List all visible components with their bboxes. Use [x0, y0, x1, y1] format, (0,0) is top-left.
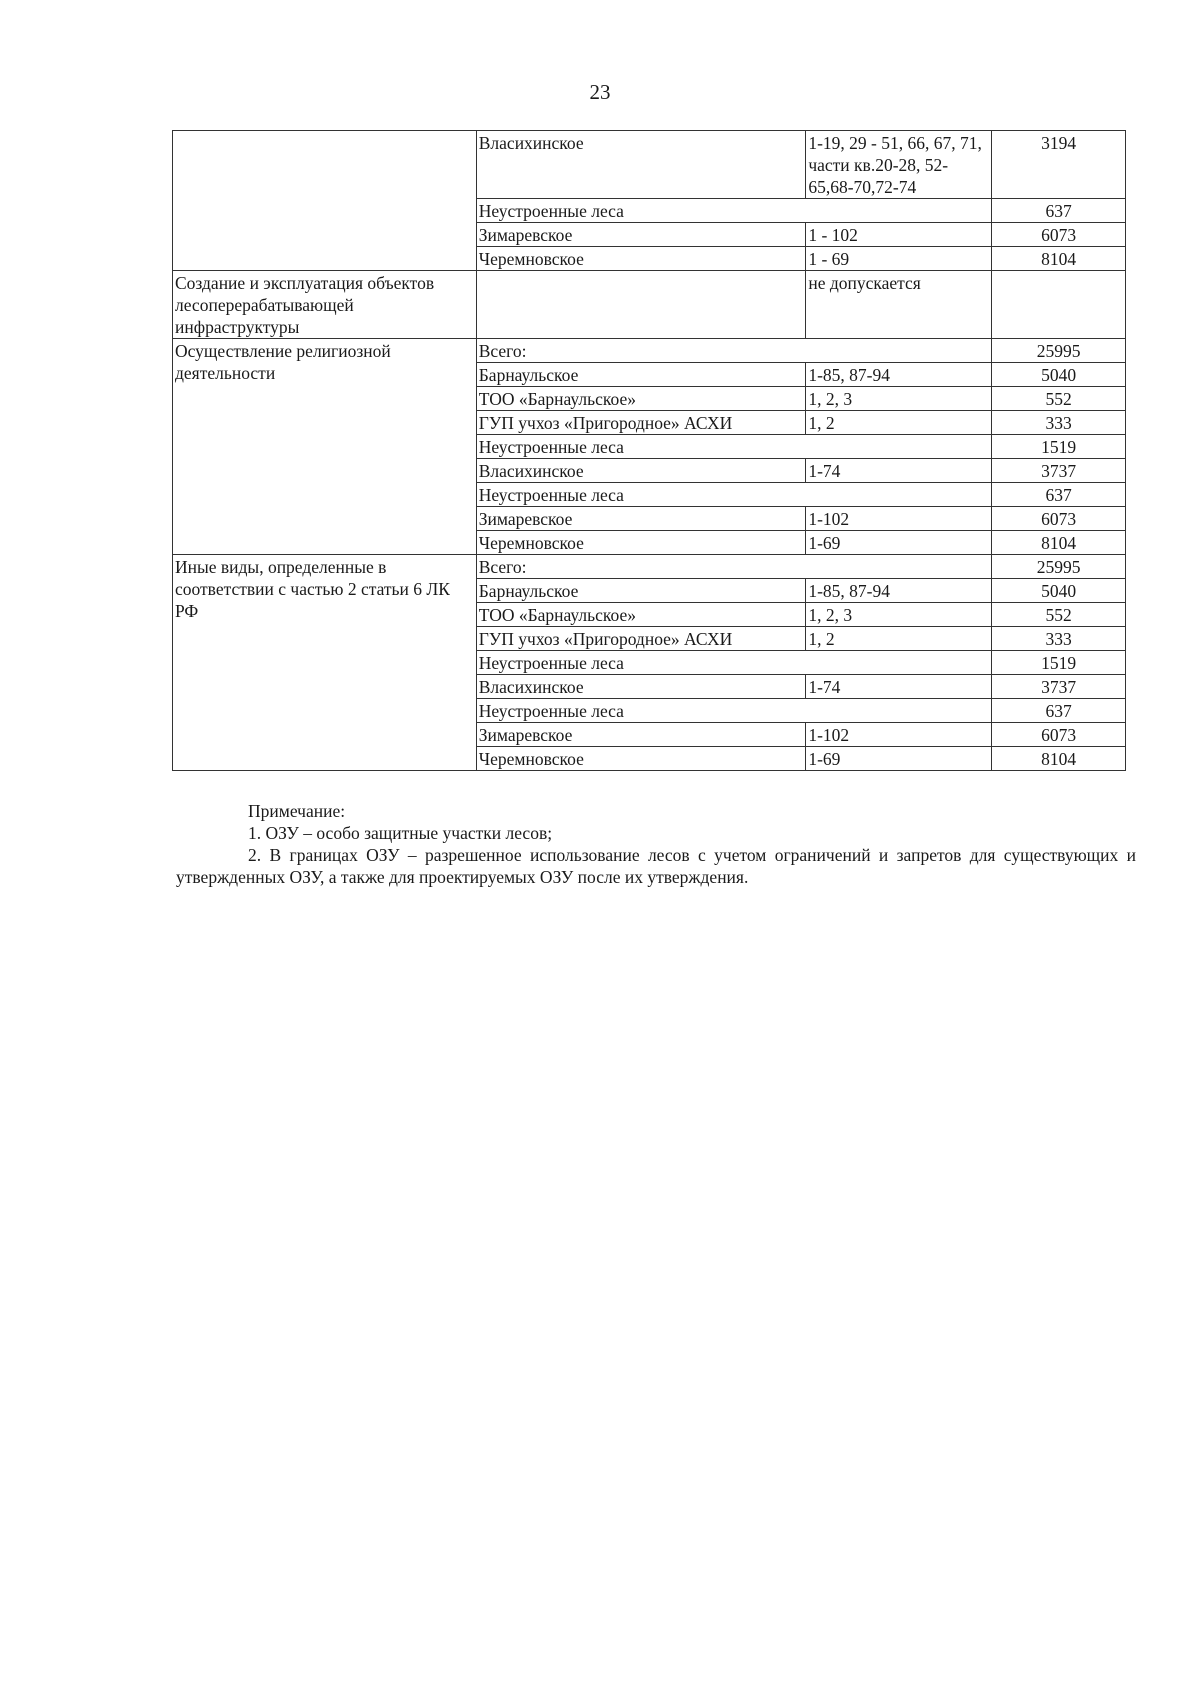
- notes-heading: Примечание:: [248, 801, 346, 821]
- value-cell: 3737: [992, 459, 1126, 483]
- table-row: [173, 271, 1126, 339]
- area-cell: Неустроенные леса: [476, 651, 991, 675]
- quarters-cell: 1, 2, 3: [806, 387, 992, 411]
- area-cell: Зимаревское: [476, 223, 806, 247]
- area-cell: Власихинское: [476, 459, 806, 483]
- area-cell: Барнаульское: [476, 363, 806, 387]
- value-cell: 3194: [992, 131, 1126, 199]
- value-cell: 8104: [992, 247, 1126, 271]
- quarters-cell: 1-85, 87-94: [806, 363, 992, 387]
- value-cell: 3737: [992, 675, 1126, 699]
- value-cell: 8104: [992, 747, 1126, 771]
- quarters-cell: 1 - 69: [806, 247, 992, 271]
- area-cell: ТОО «Барнаульское»: [476, 603, 806, 627]
- area-cell: Неустроенные леса: [476, 435, 991, 459]
- area-cell: Неустроенные леса: [476, 483, 991, 507]
- quarters-cell: 1-69: [806, 531, 992, 555]
- value-cell: 5040: [992, 363, 1126, 387]
- activity-cell: Осуществление религиозной деятельности: [173, 339, 477, 555]
- table-row: [173, 131, 1126, 199]
- quarters-cell: 1-19, 29 - 51, 66, 67, 71, части кв.20-28, 52-65,68-70,72-74: [806, 131, 992, 199]
- value-cell: 1519: [992, 435, 1126, 459]
- value-cell: 6073: [992, 723, 1126, 747]
- area-cell: ТОО «Барнаульское»: [476, 387, 806, 411]
- value-cell: 25995: [992, 339, 1126, 363]
- value-cell: 5040: [992, 579, 1126, 603]
- table-body: [173, 131, 1126, 771]
- activity-cell: Создание и эксплуатация объектов лесоперерабатывающей инфраструктуры: [173, 271, 477, 339]
- value-cell: 637: [992, 199, 1126, 223]
- quarters-cell: 1 - 102: [806, 223, 992, 247]
- quarters-cell: 1, 2, 3: [806, 603, 992, 627]
- table-row: [173, 555, 1126, 579]
- activity-cell: Иные виды, определенные в соответствии с частью 2 статьи 6 ЛК РФ: [173, 555, 477, 771]
- value-cell-empty: [992, 271, 1126, 339]
- value-cell: 552: [992, 387, 1126, 411]
- value-cell: 6073: [992, 223, 1126, 247]
- area-cell-empty: [476, 271, 806, 339]
- page-number: 23: [589, 80, 611, 104]
- area-cell: Власихинское: [476, 675, 806, 699]
- area-cell: ГУП учхоз «Пригородное» АСХИ: [476, 627, 806, 651]
- value-cell: 637: [992, 483, 1126, 507]
- value-cell: 25995: [992, 555, 1126, 579]
- quarters-cell: 1, 2: [806, 411, 992, 435]
- notes: [176, 800, 1136, 888]
- value-cell: 6073: [992, 507, 1126, 531]
- note-item-2: 2. В границах ОЗУ – разрешенное использование лесов с учетом ограничений и запретов для существующих и утвержденных ОЗУ, а также для проектируемых ОЗУ после их утверждения.: [176, 845, 1136, 887]
- area-cell: Черемновское: [476, 247, 806, 271]
- quarters-cell: 1-74: [806, 675, 992, 699]
- area-cell: ГУП учхоз «Пригородное» АСХИ: [476, 411, 806, 435]
- activity-cell-empty: [173, 131, 477, 271]
- value-cell: 637: [992, 699, 1126, 723]
- note-item-1: 1. ОЗУ – особо защитные участки лесов;: [248, 823, 553, 843]
- quarters-cell: 1-69: [806, 747, 992, 771]
- area-cell: Неустроенные леса: [476, 699, 991, 723]
- area-cell: Черемновское: [476, 531, 806, 555]
- area-cell: Зимаревское: [476, 723, 806, 747]
- area-cell: Зимаревское: [476, 507, 806, 531]
- value-cell: 1519: [992, 651, 1126, 675]
- quarters-cell: 1-85, 87-94: [806, 579, 992, 603]
- area-cell: Власихинское: [476, 131, 806, 199]
- quarters-cell: не допускается: [806, 271, 992, 339]
- area-cell: Черемновское: [476, 747, 806, 771]
- area-cell: Барнаульское: [476, 579, 806, 603]
- value-cell: 552: [992, 603, 1126, 627]
- value-cell: 333: [992, 411, 1126, 435]
- table-row: [173, 339, 1126, 363]
- area-cell: Всего:: [476, 555, 991, 579]
- quarters-cell: 1, 2: [806, 627, 992, 651]
- quarters-cell: 1-102: [806, 507, 992, 531]
- area-cell: Всего:: [476, 339, 991, 363]
- quarters-cell: 1-74: [806, 459, 992, 483]
- value-cell: 333: [992, 627, 1126, 651]
- area-cell: Неустроенные леса: [476, 199, 991, 223]
- forest-use-table: [172, 130, 1126, 771]
- value-cell: 8104: [992, 531, 1126, 555]
- quarters-cell: 1-102: [806, 723, 992, 747]
